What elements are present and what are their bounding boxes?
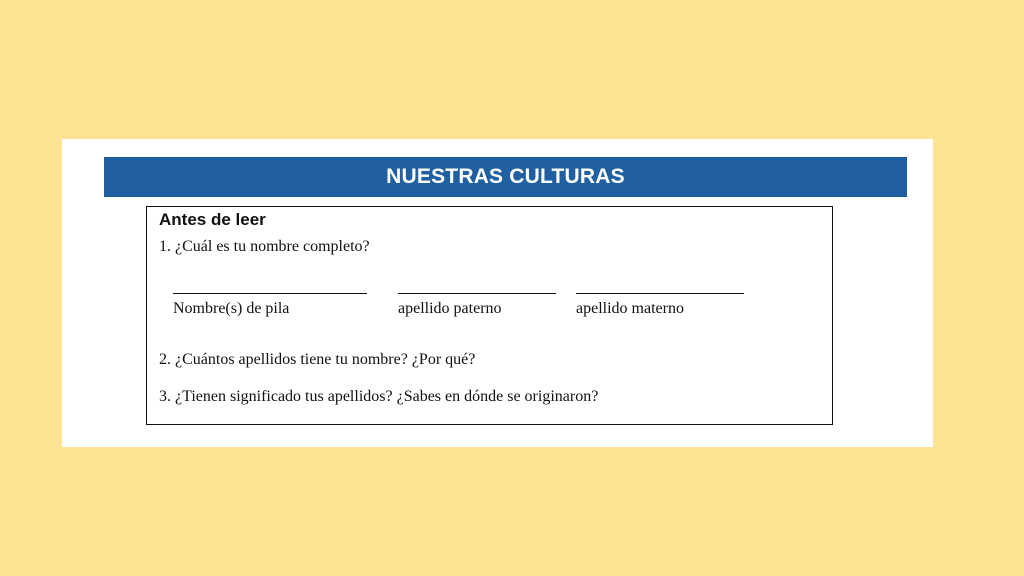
blank-line-first-name [173,293,367,294]
pre-reading-box [146,206,833,425]
blank-label-paternal-surname: apellido paterno [398,300,502,317]
blank-label-maternal-surname: apellido materno [576,300,684,317]
question-1: 1. ¿Cuál es tu nombre completo? [159,238,370,255]
blank-line-maternal-surname [576,293,744,294]
question-2: 2. ¿Cuántos apellidos tiene tu nombre? ¿Por qué? [159,351,476,368]
section-banner: NUESTRAS CULTURAS [104,157,907,197]
worksheet [62,139,933,447]
blank-label-first-name: Nombre(s) de pila [173,300,290,317]
question-3: 3. ¿Tienen significado tus apellidos? ¿Sabes en dónde se originaron? [159,388,599,405]
box-heading: Antes de leer [159,210,266,229]
blank-line-paternal-surname [398,293,556,294]
